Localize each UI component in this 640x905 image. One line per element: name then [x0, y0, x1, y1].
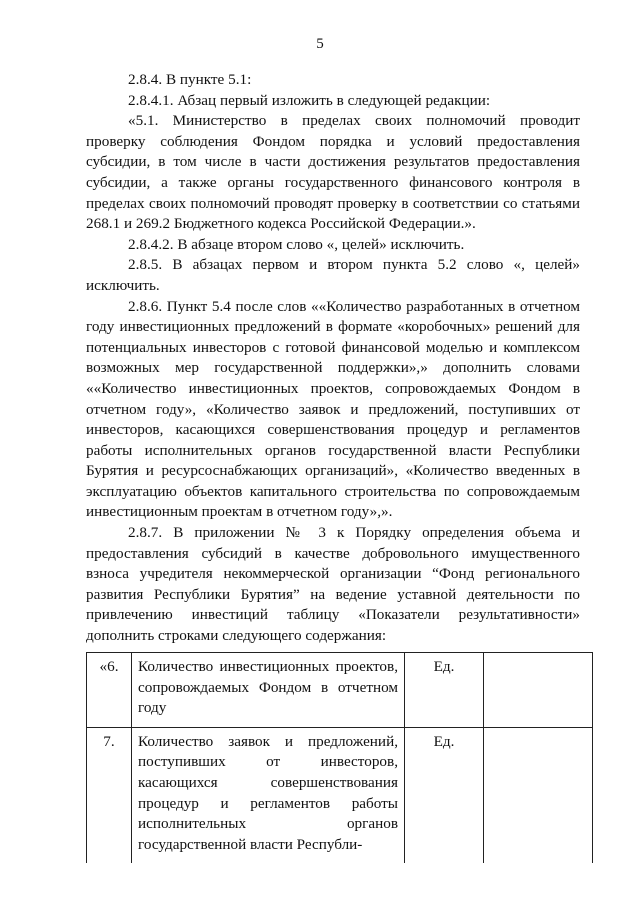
paragraph-2-8-4: 2.8.4. В пункте 5.1: [128, 71, 252, 88]
paragraph-2-8-6: 2.8.6. Пункт 5.4 после слов ««Количество разработанных в отчетном году инвестиционных предложений в формате «коробочных» решений для потенциальных инвесторов с готовой финансовой моделью и комплексом возможных мер государственной поддержки»,» дополнить словами ««Количество инвестиционных проектов, сопровождаемых Фондом в отчетном году», «Количество заявок и предложений, поступивших от инвесторов, касающихся совершенствования процедур и регламентов работы исполнительных органов государственной власти Республики Бурятия и ресурсоснабжающих организаций», «Количество введенных в эксплуатацию объектов капитального строительства по сопровождаемым инвестиционным проектам в отчетном году»,». [86, 297, 580, 521]
paragraph-2-8-4-1: 2.8.4.1. Абзац первый изложить в следующей редакции: [128, 91, 491, 109]
paragraph-2-8-5: 2.8.5. В абзацах первом и втором пункта 5.2 слово «, целей» исключить. [86, 256, 580, 294]
paragraph-2-8-7: 2.8.7. В приложении № 3 к Порядку определения объема и предоставления субсидий в качестве добровольного имущественного взноса учредителя некоммерческой организации “Фонд регионального развития Республики Бурятия” на ведение уставной деятельности по привлечению инвестиций таблицу «Показатели результативности» дополнить строками следующего содержания: [86, 524, 580, 645]
value-cell [484, 727, 593, 863]
page-number: 5 [316, 36, 324, 52]
table-row [87, 727, 593, 863]
table-row [87, 653, 593, 728]
indicators-table [86, 652, 593, 863]
document-body [86, 70, 580, 647]
row-number: «6. [87, 653, 132, 728]
paragraph-quote-5-1: «5.1. Министерство в пределах своих полномочий проводит проверку соблюдения Фондом порядка и условий предоставления субсидии, в том числе в части достижения результатов предоставления субсидии, а также органы государственного финансового контроля в пределах своих полномочий проводят проверку в соответствии со статьями 268.1 и 269.2 Бюджетного кодекса Российской Федерации.». [86, 112, 580, 233]
row-number: 7. [87, 727, 132, 863]
unit-cell: Ед. [405, 653, 484, 728]
indicator-name: Количество заявок и предложений, поступивших от инвесторов, касающихся совершенствования процедур и регламентов работы исполнительных органов государственной власти Республи- [132, 727, 405, 863]
paragraph-2-8-4-2: 2.8.4.2. В абзаце втором слово «, целей» исключить. [128, 235, 465, 253]
indicator-name: Количество инвестиционных проектов, сопровождаемых Фондом в отчетном году [132, 653, 405, 728]
value-cell [484, 653, 593, 728]
unit-cell: Ед. [405, 727, 484, 863]
